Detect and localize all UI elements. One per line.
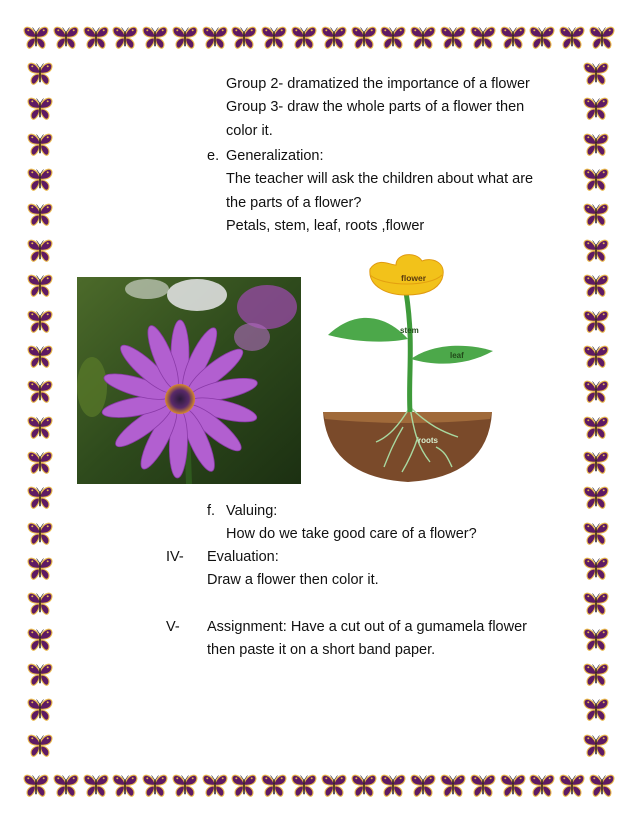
butterfly-icon (582, 484, 610, 512)
group3-line-2: color it. (226, 123, 273, 139)
butterfly-icon (582, 414, 610, 442)
butterfly-icon (22, 24, 50, 52)
butterfly-icon (582, 661, 610, 689)
butterfly-icon (201, 772, 229, 800)
butterfly-icon (582, 590, 610, 618)
butterfly-icon (469, 772, 497, 800)
butterfly-icon (558, 772, 586, 800)
butterfly-icon (469, 24, 497, 52)
diagram-label-leaf: leaf (450, 351, 464, 360)
butterfly-icon (499, 772, 527, 800)
butterfly-icon (582, 520, 610, 548)
assignment-marker: V- (166, 619, 180, 635)
butterfly-icon (26, 166, 54, 194)
assignment-line-1: Assignment: Have a cut out of a gumamela flower (207, 619, 527, 635)
butterfly-icon (499, 24, 527, 52)
butterfly-icon (379, 772, 407, 800)
butterfly-icon (350, 772, 378, 800)
butterfly-icon (26, 484, 54, 512)
butterfly-icon (26, 449, 54, 477)
butterfly-icon (26, 131, 54, 159)
valuing-question: How do we take good care of a flower? (226, 526, 477, 542)
flower-parts-diagram (318, 247, 498, 487)
group2-line: Group 2- dramatized the importance of a flower (226, 76, 530, 92)
right-butterfly-border (582, 60, 612, 760)
left-butterfly-border (26, 60, 56, 760)
butterfly-icon (230, 24, 258, 52)
butterfly-icon (111, 772, 139, 800)
butterfly-icon (26, 272, 54, 300)
butterfly-icon (588, 772, 616, 800)
valuing-marker: f. (207, 503, 216, 519)
butterfly-icon (111, 24, 139, 52)
butterfly-icon (582, 555, 610, 583)
butterfly-icon (290, 24, 318, 52)
butterfly-icon (82, 772, 110, 800)
butterfly-icon (260, 772, 288, 800)
butterfly-icon (320, 772, 348, 800)
butterfly-icon (26, 520, 54, 548)
butterfly-icon (26, 378, 54, 406)
butterfly-icon (26, 60, 54, 88)
butterfly-icon (558, 24, 586, 52)
generalization-marker: e. (207, 148, 220, 164)
butterfly-icon (582, 131, 610, 159)
butterfly-icon (171, 772, 199, 800)
butterfly-icon (582, 201, 610, 229)
diagram-label-flower: flower (401, 273, 427, 283)
butterfly-icon (582, 732, 610, 760)
generalization-answer: Petals, stem, leaf, roots ,flower (226, 218, 425, 234)
generalization-title: Generalization: (226, 148, 324, 164)
butterfly-icon (582, 60, 610, 88)
butterfly-icon (582, 166, 610, 194)
butterfly-icon (141, 24, 169, 52)
butterfly-icon (582, 237, 610, 265)
butterfly-icon (26, 590, 54, 618)
butterfly-icon (582, 696, 610, 724)
butterfly-icon (409, 24, 437, 52)
butterfly-icon (582, 272, 610, 300)
evaluation-task: Draw a flower then color it. (207, 572, 379, 588)
top-butterfly-border (22, 24, 616, 54)
generalization-question-2: the parts of a flower? (226, 195, 362, 211)
purple-daisy-photo (77, 277, 301, 484)
valuing-title: Valuing: (226, 503, 278, 519)
butterfly-icon (26, 626, 54, 654)
butterfly-icon (26, 661, 54, 689)
butterfly-icon (26, 414, 54, 442)
butterfly-icon (379, 24, 407, 52)
assignment-line-2: then paste it on a short band paper. (207, 642, 436, 658)
evaluation-marker: IV- (166, 549, 184, 565)
diagram-label-roots: roots (418, 436, 438, 445)
butterfly-icon (409, 772, 437, 800)
butterfly-icon (141, 772, 169, 800)
butterfly-icon (26, 308, 54, 336)
generalization-question-1: The teacher will ask the children about what are (226, 171, 534, 187)
butterfly-icon (439, 24, 467, 52)
butterfly-icon (528, 24, 556, 52)
butterfly-icon (171, 24, 199, 52)
evaluation-title: Evaluation: (207, 549, 279, 565)
butterfly-icon (82, 24, 110, 52)
butterfly-icon (22, 772, 50, 800)
butterfly-icon (26, 237, 54, 265)
butterfly-icon (582, 95, 610, 123)
butterfly-icon (230, 772, 258, 800)
butterfly-icon (26, 201, 54, 229)
butterfly-icon (26, 732, 54, 760)
butterfly-icon (582, 343, 610, 371)
diagram-label-stem: stem (400, 326, 419, 335)
butterfly-icon (26, 696, 54, 724)
butterfly-icon (528, 772, 556, 800)
butterfly-icon (26, 555, 54, 583)
butterfly-icon (26, 95, 54, 123)
butterfly-icon (290, 772, 318, 800)
butterfly-icon (26, 343, 54, 371)
butterfly-icon (320, 24, 348, 52)
butterfly-icon (350, 24, 378, 52)
group3-line-1: Group 3- draw the whole parts of a flower then (226, 99, 525, 115)
butterfly-icon (582, 626, 610, 654)
butterfly-icon (201, 24, 229, 52)
butterfly-icon (588, 24, 616, 52)
butterfly-icon (582, 308, 610, 336)
butterfly-icon (439, 772, 467, 800)
bottom-butterfly-border (22, 772, 616, 802)
butterfly-icon (260, 24, 288, 52)
butterfly-icon (52, 24, 80, 52)
butterfly-icon (582, 449, 610, 477)
butterfly-icon (582, 378, 610, 406)
butterfly-icon (52, 772, 80, 800)
